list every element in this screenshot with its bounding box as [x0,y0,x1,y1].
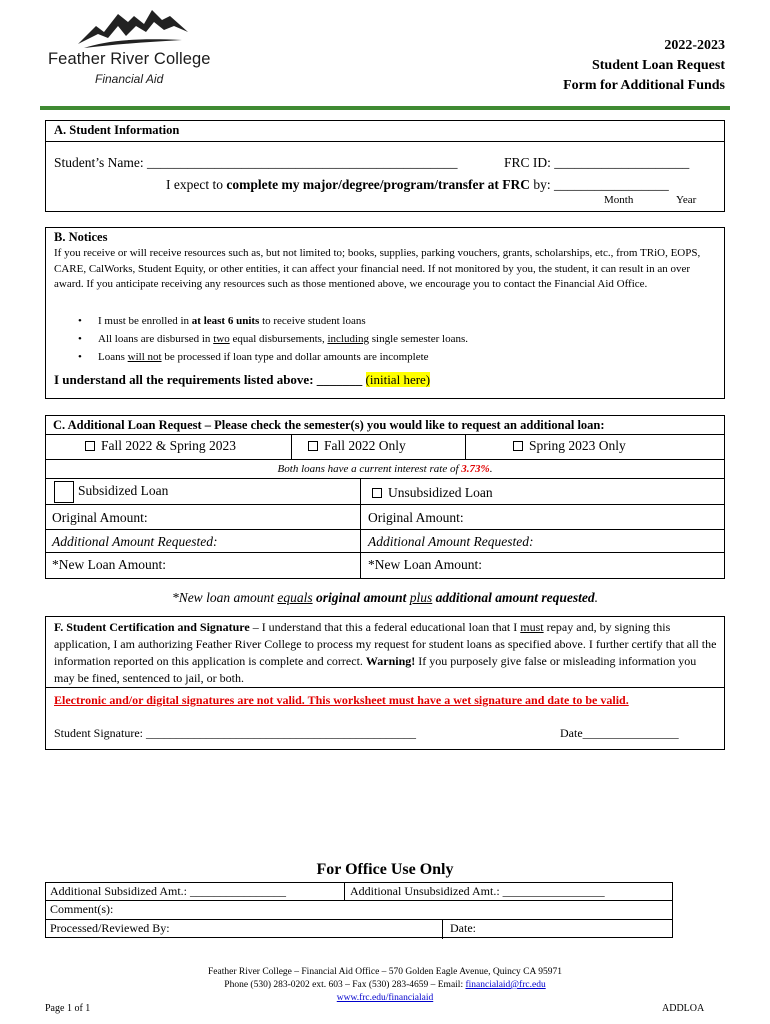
checkbox-icon [513,441,523,451]
frc-id-field[interactable]: FRC ID: ____________________ [504,155,690,170]
section-a-title: A. Student Information [54,123,180,137]
checkbox-fall-only[interactable]: Fall 2022 Only [308,438,406,454]
section-f-certification [45,616,725,750]
student-signature-field[interactable]: Student Signature: _____________________________________________ [54,726,416,740]
list-item: • I must be enrolled in at least 6 units to receive student loans [54,312,714,330]
office-date[interactable]: Date: [450,921,476,935]
office-use-title: For Office Use Only [316,861,454,878]
section-a-student-info [45,120,725,212]
subsidized-loan-checkbox[interactable]: Subsidized Loan [54,481,168,503]
checkbox-spring-only[interactable]: Spring 2023 Only [513,438,626,454]
checkbox-icon [85,441,95,451]
form-year: 2022-2023 [664,38,725,53]
sub-additional-amount[interactable]: Additional Amount Requested: [52,534,218,549]
department-name: Financial Aid [95,72,164,86]
section-c-title: C. Additional Loan Request – Please check the semester(s) you would like to request an additional loan: [53,418,605,432]
list-item: • All loans are disbursed in two equal disbursements, including single semester loans. [54,330,714,348]
notices-list [54,312,714,366]
signature-date-field[interactable]: Date________________ [560,726,679,740]
sub-original-amount[interactable]: Original Amount: [52,510,148,525]
unsubsidized-loan-checkbox[interactable]: Unsubsidized Loan [372,485,493,501]
footer-phone: Phone (530) 283-0202 ext. 603 – Fax (530) 283-4659 – Email: financialaid@frc.edu [224,980,546,990]
completion-date-field[interactable]: I expect to complete my major/degree/program/transfer at FRC by: _________________ [166,177,669,192]
section-b-notices [45,227,725,399]
checkbox-fall-spring[interactable]: Fall 2022 & Spring 2023 [85,438,236,454]
new-loan-formula-note: *New loan amount equals original amount plus additional amount requested. [171,590,599,605]
form-code: ADDLOA [662,1003,705,1014]
interest-rate-note: Both loans have a current interest rate of 3.73%. [277,463,493,475]
page-number: Page 1 of 1 [45,1003,91,1014]
email-link[interactable]: financialaid@frc.edu [465,980,546,990]
section-b-title: B. Notices [54,230,108,244]
footer-address: Feather River College – Financial Aid Office – 570 Golden Eagle Avenue, Quincy CA 95971 [208,967,562,977]
wet-signature-warning: Electronic and/or digital signatures are not valid. This worksheet must have a wet signature and date to be valid. [54,693,629,707]
checkbox-icon [372,488,382,498]
initial-field[interactable]: I understand all the requirements listed above: _______ (initial here) [54,372,431,387]
notices-paragraph: If you receive or will receive resources such as, but not limited to; books, supplies, parking vouchers, grants, scholarships, etc., from TRiO, EOPS, CARE, CalWorks, Student Equity, or other entities, it can affect your financial need. If not monitored by you, the student, it can result in an over award. If you anticipate receiving any resources such as those mentioned above, we encourage you to contact the Financial Aid Office. [54,247,701,290]
form-header [563,36,725,96]
footer-contact [0,966,770,1005]
form-title: Student Loan Request [591,58,725,73]
certification-text: F. Student Certification and Signature – I understand that this a federal educational loan that I must repay and, by signing this application, I am authorizing Feather River College to process my request for student loans as specified above. I further certify that all the information reported on this application is complete and correct. Warning! If you purposely give false or misleading information you may be fined, sentenced to jail, or both. [54,620,717,685]
unsub-original-amount[interactable]: Original Amount: [368,510,464,525]
section-c-loan-request [45,415,725,579]
office-comments[interactable]: Comment(s): [50,902,114,916]
website-link[interactable]: www.frc.edu/financialaid [336,993,434,1003]
mountain-logo-icon [78,4,188,50]
office-processed-by[interactable]: Processed/Reviewed By: [50,921,170,935]
college-name: Feather River College [48,50,211,68]
checkbox-icon [54,481,74,503]
header-divider [40,106,730,110]
unsub-additional-amount[interactable]: Additional Amount Requested: [368,534,534,549]
checkbox-icon [308,441,318,451]
list-item: • Loans will not be processed if loan type and dollar amounts are incomplete [54,348,714,366]
student-name-field[interactable]: Student’s Name: ______________________________________________ [54,155,458,170]
year-label: Year [676,194,697,206]
sub-new-amount[interactable]: *New Loan Amount: [52,557,166,572]
office-unsubsidized-amt[interactable]: Additional Unsubsidized Amt.: _________________ [350,884,605,898]
form-subtitle: Form for Additional Funds [563,78,725,93]
office-use-section [45,860,725,938]
unsub-new-amount[interactable]: *New Loan Amount: [368,557,482,572]
office-subsidized-amt[interactable]: Additional Subsidized Amt.: ________________ [50,884,286,898]
month-label: Month [604,194,634,206]
loan-amount-table [45,479,725,579]
